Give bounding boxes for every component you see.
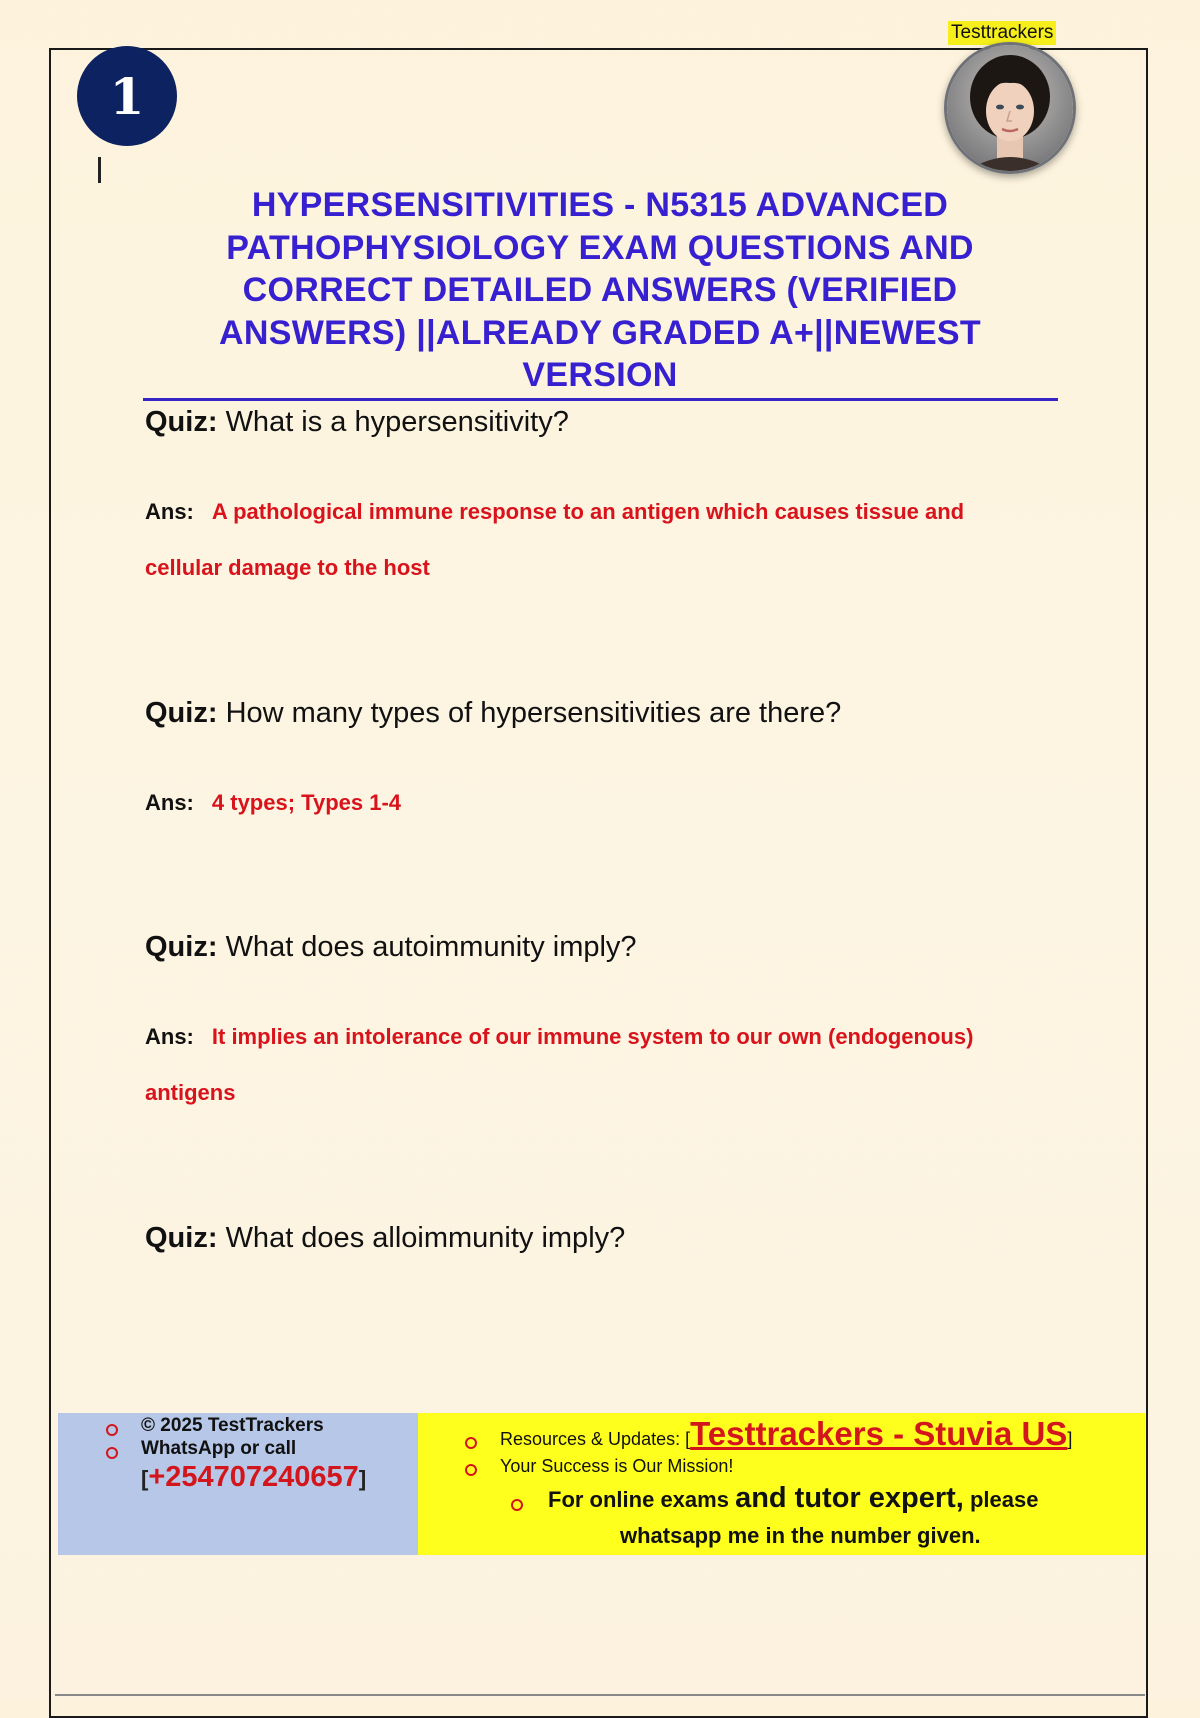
title-divider <box>143 398 1058 401</box>
question-text: What is a hypersensitivity? <box>225 406 569 438</box>
page-number: 1 <box>109 66 145 126</box>
quiz-question <box>145 1222 625 1255</box>
phone-number[interactable] <box>141 1461 366 1494</box>
footer-promo-panel <box>418 1413 1145 1555</box>
bullet-icon <box>511 1499 523 1511</box>
avatar <box>944 42 1076 174</box>
bullet-icon <box>106 1424 118 1436</box>
answer-block <box>145 484 1045 596</box>
promo-line-2: whatsapp me in the number given. <box>620 1523 981 1548</box>
quiz-label: Quiz: <box>145 697 218 729</box>
quiz-question <box>145 697 841 730</box>
quiz-label: Quiz: <box>145 1222 218 1254</box>
answer-label: Ans: <box>145 1024 194 1049</box>
resources-bracket-close: ] <box>1067 1429 1073 1449</box>
question-text: How many types of hypersensitivities are there? <box>225 697 842 729</box>
bullet-icon <box>465 1464 477 1476</box>
quiz-question <box>145 931 637 964</box>
contact-label: WhatsApp or call <box>141 1438 297 1459</box>
page-number-badge <box>77 46 177 146</box>
answer-label: Ans: <box>145 499 194 524</box>
answer-text: cellular damage to the host <box>145 555 430 580</box>
phone-bracket-close: ] <box>358 1466 367 1491</box>
answer-text: antigens <box>145 1080 236 1105</box>
resources-label: Resources & Updates: [ <box>500 1429 691 1449</box>
quiz-label: Quiz: <box>145 406 218 438</box>
answer-text: A pathological immune response to an antigen which causes tissue and <box>211 499 965 524</box>
promo-part-1: For online exams <box>548 1487 736 1512</box>
woman-portrait-icon <box>947 45 1073 171</box>
answer-text: It implies an intolerance of our immune system to our own (endogenous) <box>211 1024 974 1049</box>
stuvia-store-link[interactable]: Testtrackers - Stuvia US <box>690 1415 1068 1452</box>
resources-line <box>500 1415 1072 1453</box>
quiz-label: Quiz: <box>145 931 218 963</box>
bottom-divider <box>55 1694 1145 1696</box>
bullet-icon <box>106 1447 118 1459</box>
quiz-question <box>145 406 569 439</box>
header-brand-badge: Testtrackers <box>948 21 1056 45</box>
answer-text: 4 types; Types 1-4 <box>211 790 402 815</box>
promo-part-3: please <box>963 1487 1039 1512</box>
mission-text: Your Success is Our Mission! <box>500 1456 734 1476</box>
phone-value: +254707240657 <box>148 1461 359 1493</box>
bullet-icon <box>465 1437 477 1449</box>
phone-bracket-open: [ <box>141 1466 149 1491</box>
document-title: HYPERSENSITIVITIES - N5315 ADVANCED PATHOPHYSIOLOGY EXAM QUESTIONS AND CORRECT DETAILED ANSWERS (VERIFIED ANSWERS) ||ALREADY GRADED A+||NEWEST VERSION <box>219 186 981 394</box>
answer-block <box>145 1009 1045 1121</box>
question-text: What does autoimmunity imply? <box>225 931 637 963</box>
promo-part-2: and tutor expert, <box>735 1482 964 1514</box>
promo-line <box>548 1482 1038 1515</box>
answer-block <box>145 775 1045 831</box>
text-cursor-mark <box>98 157 101 183</box>
question-text: What does alloimmunity imply? <box>225 1222 626 1254</box>
footer-contact-panel <box>58 1413 418 1555</box>
answer-label: Ans: <box>145 790 194 815</box>
copyright-text: © 2025 TestTrackers <box>141 1415 324 1436</box>
